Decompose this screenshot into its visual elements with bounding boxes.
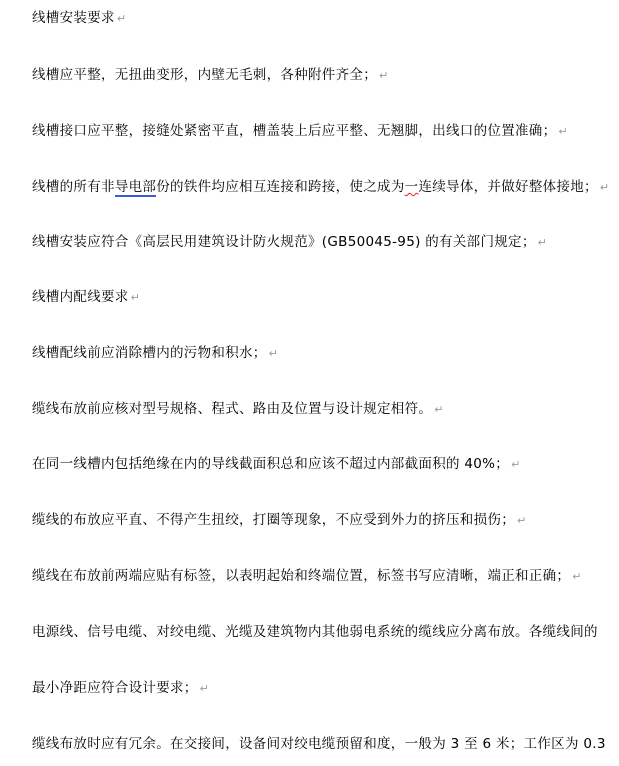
paragraph-text: 缆线布放前应核对型号规格、程式、路由及位置与设计规定相符。: [32, 401, 433, 417]
paragraph: [32, 679, 209, 698]
paragraph: [32, 735, 606, 753]
paragraph-text: 缆线在布放前两端应贴有标签，以表明起始和终端位置，标签书写应清晰，端正和正确；: [32, 568, 571, 584]
paragraph: [32, 567, 582, 586]
return-mark-icon: ↵: [572, 570, 582, 583]
paragraph-text: 线槽安装要求: [32, 10, 115, 26]
paragraph-text: 线槽内配线要求: [32, 289, 129, 305]
spelling-flag-text[interactable]: 一: [404, 179, 419, 195]
return-mark-icon: ↵: [434, 403, 444, 416]
paragraph-text: 最小净距应符合设计要求；: [32, 680, 198, 696]
paragraph-text: 份的铁件均应相互连接和跨接，使之成为: [156, 179, 405, 195]
paragraph: [32, 344, 278, 363]
paragraph: [32, 178, 609, 197]
paragraph-text: 连续导体，并做好整体接地；: [418, 179, 598, 195]
return-mark-icon: ↵: [268, 347, 279, 360]
return-mark-icon: ↵: [199, 682, 210, 695]
return-mark-icon: ↵: [116, 12, 127, 25]
paragraph: [32, 122, 568, 141]
return-mark-icon: ↵: [511, 458, 521, 471]
paragraph: [32, 511, 527, 530]
heading-trunking-wiring: [32, 288, 140, 307]
return-mark-icon: ↵: [379, 69, 389, 82]
paragraph-text: 线槽安装应符合《高层民用建筑设计防火规范》(GB50045-95) 的有关部门规定；: [32, 234, 536, 250]
return-mark-icon: ↵: [537, 236, 548, 249]
paragraph-text: 线槽应平整，无扭曲变形，内壁无毛刺，各种附件齐全；: [32, 67, 377, 83]
paragraph-text: 电源线、信号电缆、对绞电缆、光缆及建筑物内其他弱电系统的缆线应分离布放。各缆线间的: [32, 624, 598, 640]
paragraph: [32, 400, 444, 419]
paragraph-text: 线槽的所有非: [32, 179, 115, 195]
paragraph-text: 缆线布放时应有冗余。在交接间，设备间对绞电缆预留和度，一般为 3 至 6 米；工作区为 0.3: [32, 736, 606, 752]
paragraph-text: 缆线的布放应平直、不得产生扭绞，打圈等现象，不应受到外力的挤压和损伤；: [32, 512, 515, 528]
paragraph: [32, 455, 521, 474]
return-mark-icon: ↵: [599, 181, 610, 194]
paragraph: [32, 233, 547, 252]
paragraph-text: 线槽接口应平整，接缝处紧密平直，槽盖装上后应平整、无翘脚，出线口的位置准确；: [32, 123, 557, 139]
paragraph-text: 线槽配线前应消除槽内的污物和积水；: [32, 345, 267, 361]
return-mark-icon: ↵: [517, 514, 527, 527]
paragraph: [32, 66, 389, 85]
grammar-flag-text[interactable]: 导电部: [114, 179, 157, 195]
paragraph-text: 在同一线槽内包括绝缘在内的导线截面积总和应该不超过内部截面积的 40%；: [32, 456, 510, 472]
paragraph: [32, 623, 598, 641]
return-mark-icon: ↵: [558, 125, 568, 138]
return-mark-icon: ↵: [130, 291, 141, 304]
heading-trunking-installation: [32, 9, 126, 28]
